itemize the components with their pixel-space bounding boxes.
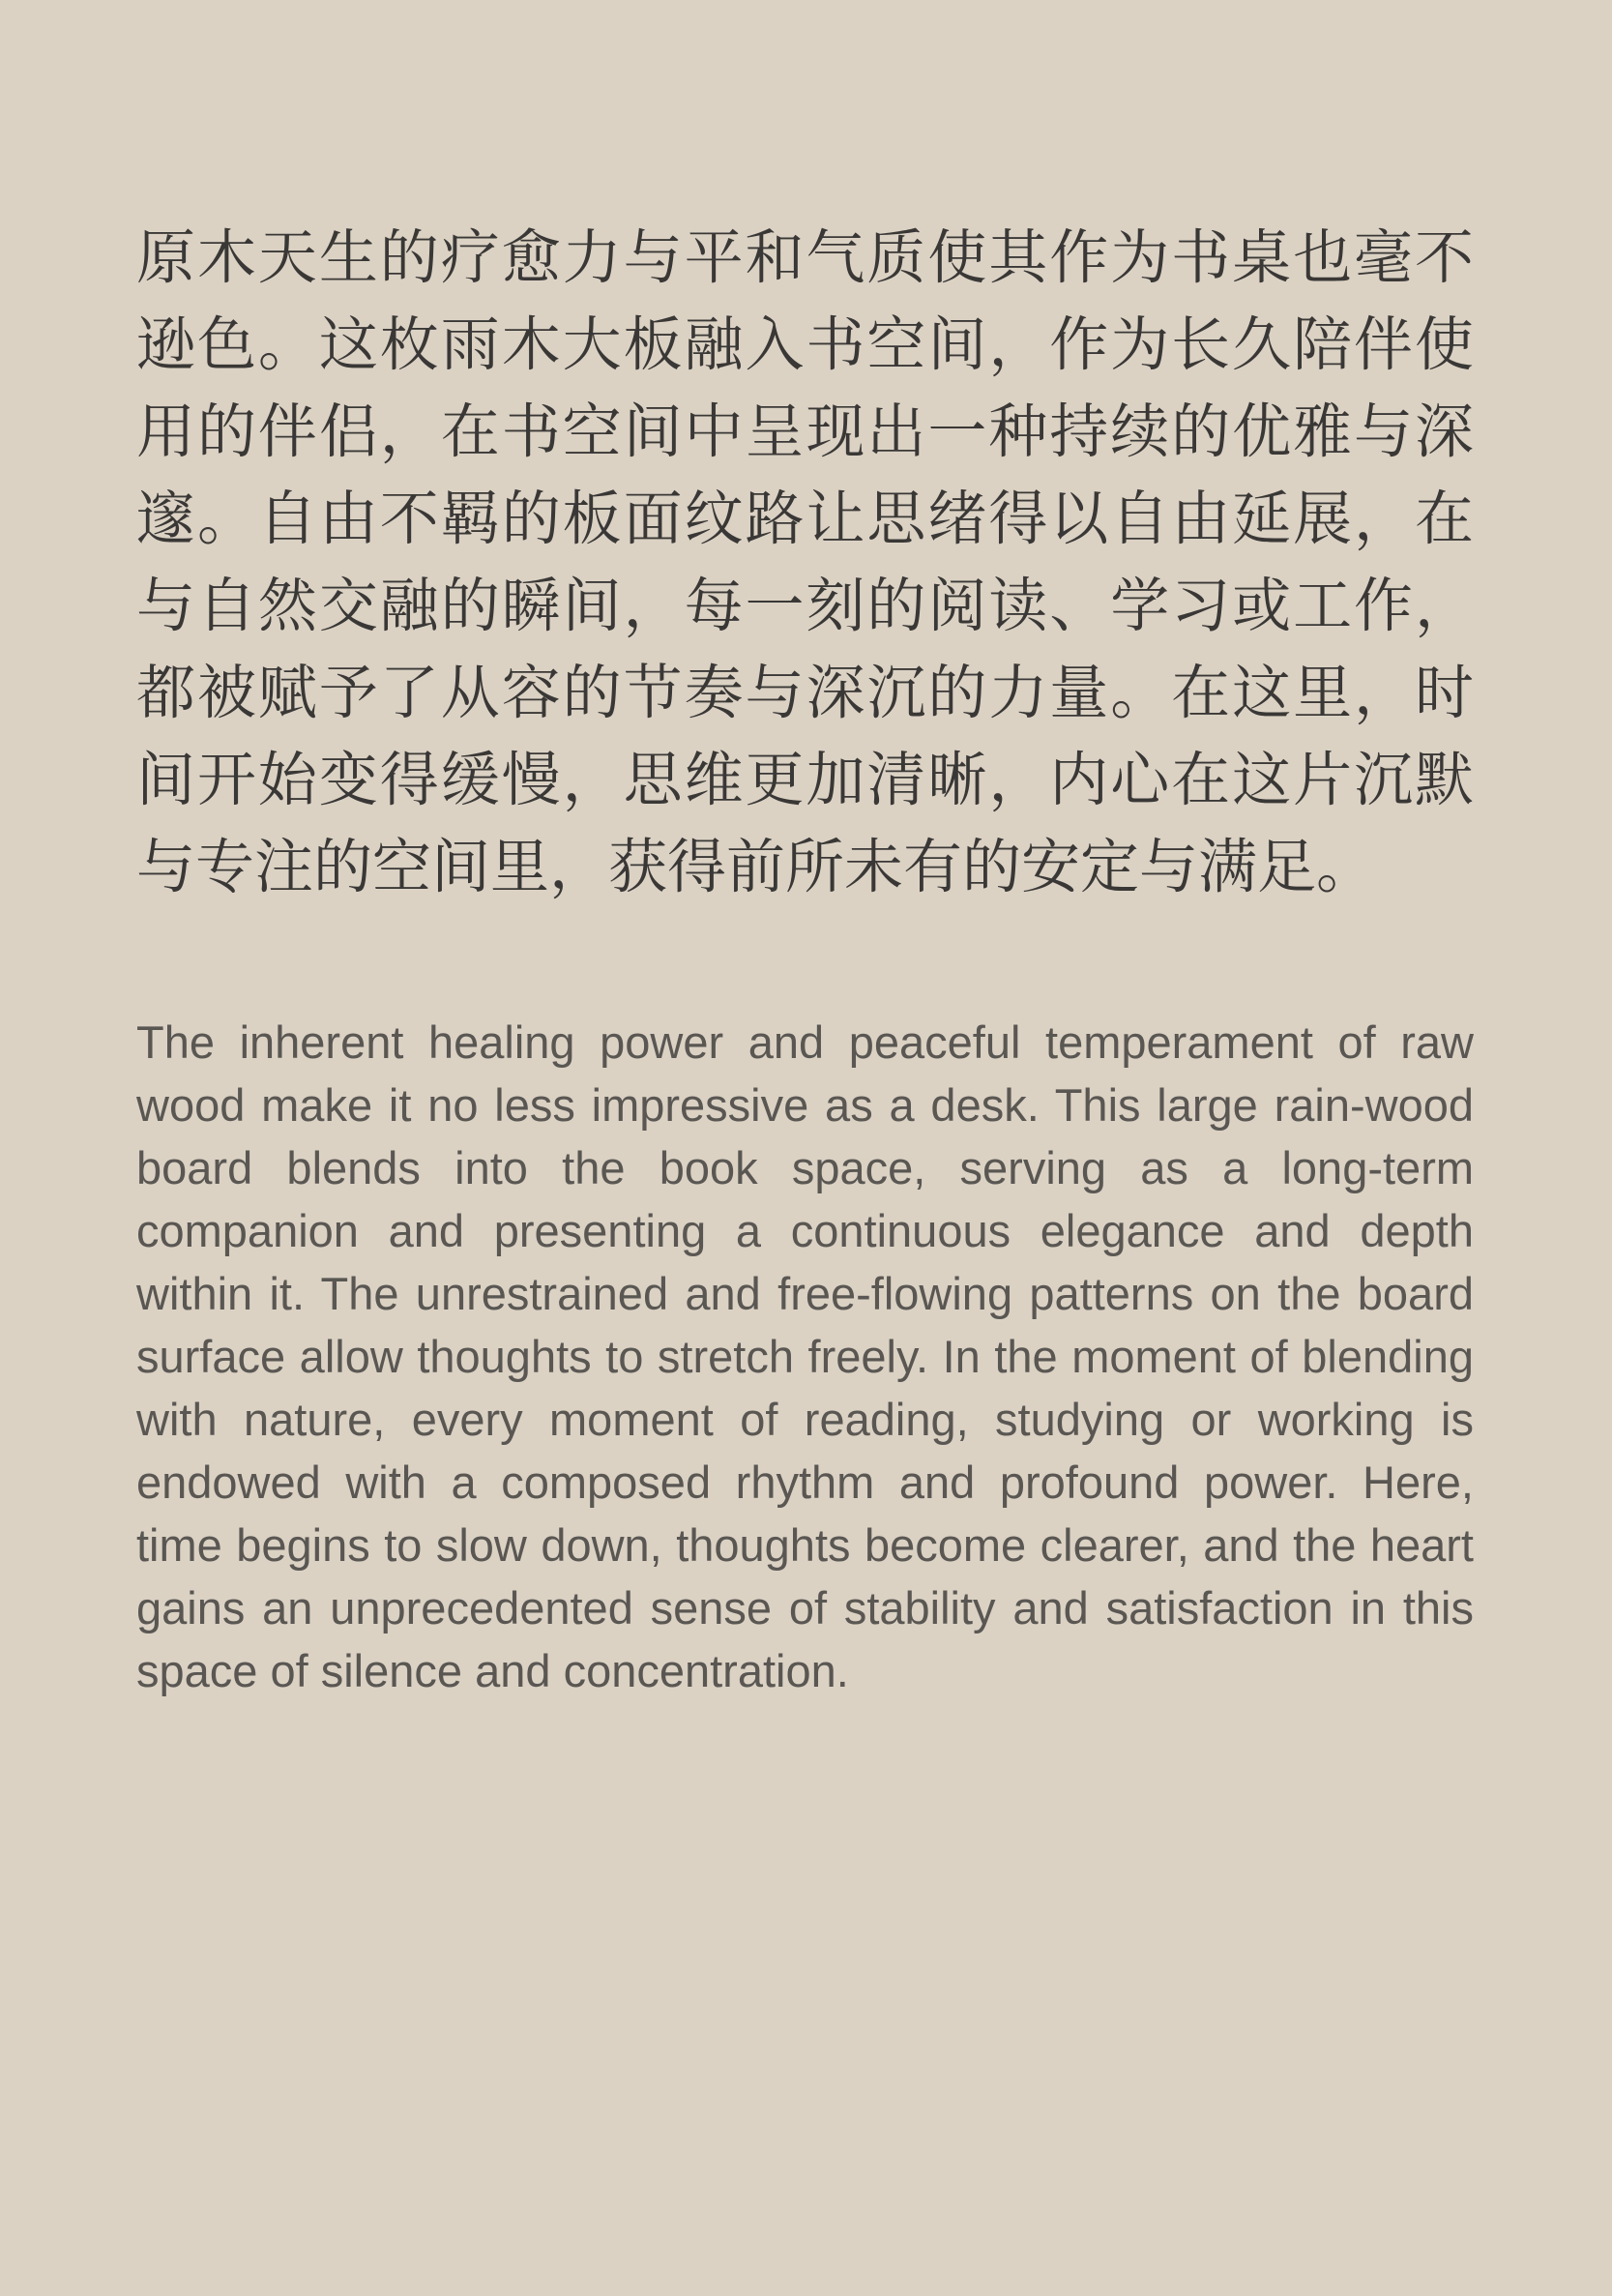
english-paragraph: The inherent healing power and peaceful temperament of raw wood make it no less impressive as a desk. This large rain-wood board blends into the book space, serving as a long-term companion and presenting a continuous elegance and depth within it. The unrestrained and free-flowing patterns on the board surface allow thoughts to stretch freely. In the moment of blending with nature, every moment of reading, studying or working is endowed with a composed rhythm and profound power. Here, time begins to slow down, thoughts become clearer, and the heart gains an unprecedented sense of stability and satisfaction in this space of silence and concentration. xyxy=(136,1016,1474,1696)
chinese-paragraph: 原木天生的疗愈力与平和气质使其作为书桌也毫不逊色。这枚雨木大板融入书空间，作为长久陪伴使用的伴侣，在书空间中呈现出一种持续的优雅与深邃。自由不羁的板面纹路让思绪得以自由延展，在与自然交融的瞬间，每一刻的阅读、学习或工作，都被赋予了从容的节奏与深沉的力量。在这里，时间开始变得缓慢，思维更加清晰，内心在这片沉默与专注的空间里，获得前所未有的安定与满足。 xyxy=(136,223,1474,901)
